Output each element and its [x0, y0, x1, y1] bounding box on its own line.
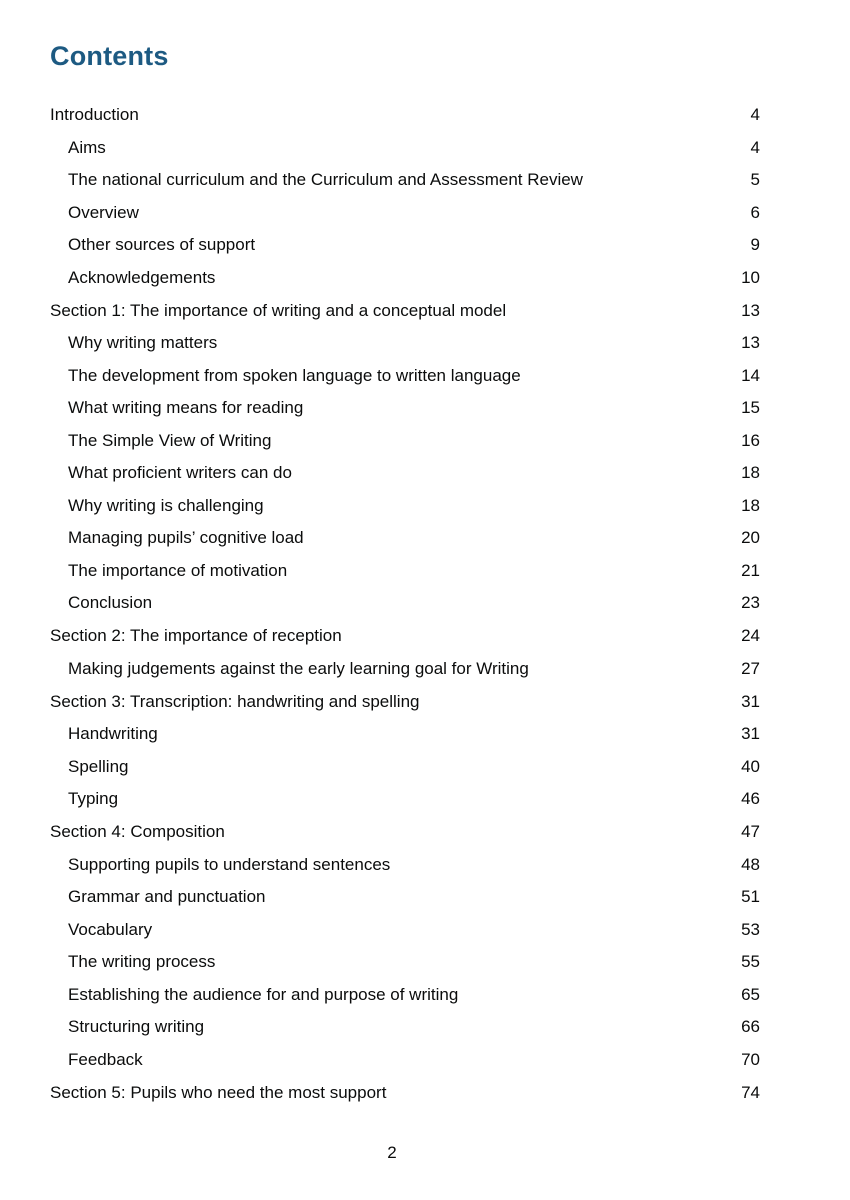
toc-entry-page-number[interactable]: 21 [741, 560, 760, 580]
toc-subentry[interactable] [50, 196, 760, 229]
toc-entry-page-number[interactable]: 18 [741, 495, 760, 515]
toc-entry-title[interactable]: Spelling [68, 756, 129, 776]
toc-entry-title[interactable]: Establishing the audience for and purpose of writing [68, 984, 459, 1004]
toc-subentry[interactable] [50, 489, 760, 522]
toc-entry-title[interactable]: The writing process [68, 952, 216, 971]
toc-entry-title[interactable]: Section 4: Composition [50, 822, 225, 841]
toc-entry-title[interactable]: Acknowledgements [68, 267, 216, 287]
toc-entry-page-number[interactable]: 15 [741, 398, 760, 417]
toc-entry-title[interactable]: Handwriting [68, 724, 158, 743]
toc-entry-title[interactable]: Grammar and punctuation [68, 887, 266, 906]
toc-entry-page-number[interactable]: 13 [741, 300, 760, 320]
toc-entry-title[interactable]: What writing means for reading [68, 398, 304, 417]
toc-entry-title[interactable]: Structuring writing [68, 1017, 205, 1036]
toc-entry[interactable] [50, 294, 760, 327]
toc-entry-title[interactable]: Feedback [68, 1049, 143, 1069]
toc-subentry[interactable] [50, 522, 760, 555]
toc-entry-page-number[interactable]: 40 [741, 756, 760, 776]
toc-subentry[interactable] [50, 946, 760, 979]
toc-entry-page-number[interactable]: 51 [741, 887, 760, 906]
toc-subentry[interactable] [50, 392, 760, 425]
toc-entry-page-number[interactable]: 4 [750, 105, 760, 124]
toc-subentry[interactable] [50, 718, 760, 751]
toc-entry-page-number[interactable]: 18 [741, 463, 760, 482]
toc-entry-page-number[interactable]: 5 [750, 170, 760, 189]
toc-subentry[interactable] [50, 457, 760, 490]
toc-entry[interactable] [50, 98, 760, 131]
toc-entry-title[interactable]: Section 3: Transcription: handwriting and spelling [50, 691, 420, 711]
toc-entry-page-number[interactable]: 14 [741, 365, 760, 385]
toc-entry-title[interactable]: The importance of motivation [68, 560, 288, 580]
toc-entry-title[interactable]: Why writing matters [68, 333, 218, 352]
toc-subentry[interactable] [50, 164, 760, 197]
toc-entry-title[interactable]: Section 2: The importance of reception [50, 626, 342, 645]
page-title: Contents [50, 41, 169, 71]
toc-subentry[interactable] [50, 261, 760, 294]
toc-entry-title[interactable]: Why writing is challenging [68, 495, 264, 515]
toc-subentry[interactable] [50, 327, 760, 360]
toc-entry-page-number[interactable]: 16 [741, 430, 760, 450]
toc-subentry[interactable] [50, 881, 760, 914]
toc-subentry[interactable] [50, 913, 760, 946]
toc-entry[interactable] [50, 619, 760, 652]
toc-subentry[interactable] [50, 1043, 760, 1076]
toc-entry-title[interactable]: Supporting pupils to understand sentences [68, 854, 391, 874]
toc-entry[interactable] [50, 685, 760, 718]
toc-subentry[interactable] [50, 359, 760, 392]
toc-entry-page-number[interactable]: 6 [750, 202, 760, 222]
toc-entry-page-number[interactable]: 47 [741, 822, 760, 841]
toc-entry-title[interactable]: What proficient writers can do [68, 463, 292, 482]
toc-subentry[interactable] [50, 750, 760, 783]
toc-entry-page-number[interactable]: 24 [741, 626, 760, 645]
toc-entry-page-number[interactable]: 46 [741, 789, 760, 808]
toc-subentry[interactable] [50, 783, 760, 816]
toc-entry-title[interactable]: Managing pupils’ cognitive load [68, 528, 304, 547]
toc-entry-page-number[interactable]: 66 [741, 1017, 760, 1036]
toc-entry-page-number[interactable]: 65 [741, 984, 760, 1004]
toc-entry-page-number[interactable]: 55 [741, 952, 760, 971]
toc-entry-page-number[interactable]: 31 [741, 691, 760, 711]
toc-entry-page-number[interactable]: 53 [741, 919, 760, 939]
toc-entry-title[interactable]: Overview [68, 202, 139, 222]
toc-entry-title[interactable]: Typing [68, 789, 119, 808]
toc-subentry[interactable] [50, 424, 760, 457]
toc-entry-page-number[interactable]: 20 [741, 528, 760, 547]
toc-entry-title[interactable]: Making judgements against the early learning goal for Writing [68, 658, 529, 678]
toc-entry-title[interactable]: Section 1: The importance of writing and a conceptual model [50, 300, 507, 320]
toc-entry-page-number[interactable]: 70 [741, 1049, 760, 1069]
toc-entry-page-number[interactable]: 23 [741, 593, 760, 612]
toc-entry-title[interactable]: The Simple View of Writing [68, 430, 272, 450]
toc-entry-page-number[interactable]: 13 [741, 333, 760, 352]
toc-entry-title[interactable]: The development from spoken language to written language [68, 365, 521, 385]
toc-subentry[interactable] [50, 848, 760, 881]
toc-subentry[interactable] [50, 652, 760, 685]
toc-entry-page-number[interactable]: 9 [750, 235, 760, 254]
toc-entry-page-number[interactable]: 4 [750, 137, 760, 157]
toc-subentry[interactable] [50, 554, 760, 587]
toc-entry-page-number[interactable]: 27 [741, 658, 760, 678]
toc-entry-page-number[interactable]: 31 [741, 724, 760, 743]
toc-subentry[interactable] [50, 1011, 760, 1044]
toc-subentry[interactable] [50, 978, 760, 1011]
toc-entry-title[interactable]: Other sources of support [68, 235, 256, 254]
toc-entry-page-number[interactable]: 10 [741, 267, 760, 287]
page-number: 2 [387, 1143, 397, 1162]
toc-entry-title[interactable]: The national curriculum and the Curriculum and Assessment Review [68, 170, 583, 189]
toc-entry-page-number[interactable]: 74 [741, 1082, 760, 1102]
toc-subentry[interactable] [50, 229, 760, 262]
toc-entry-title[interactable]: Introduction [50, 105, 139, 124]
toc-entry[interactable] [50, 815, 760, 848]
toc-entry-title[interactable]: Section 5: Pupils who need the most support [50, 1082, 387, 1102]
toc-entry[interactable] [50, 1076, 760, 1109]
toc-entry-title[interactable]: Vocabulary [68, 919, 153, 939]
toc-entry-title[interactable]: Aims [68, 137, 106, 157]
toc-entry-page-number[interactable]: 48 [741, 854, 760, 874]
toc-entry-title[interactable]: Conclusion [68, 593, 153, 612]
toc-subentry[interactable] [50, 587, 760, 620]
toc-subentry[interactable] [50, 131, 760, 164]
table-of-contents [50, 98, 760, 1109]
